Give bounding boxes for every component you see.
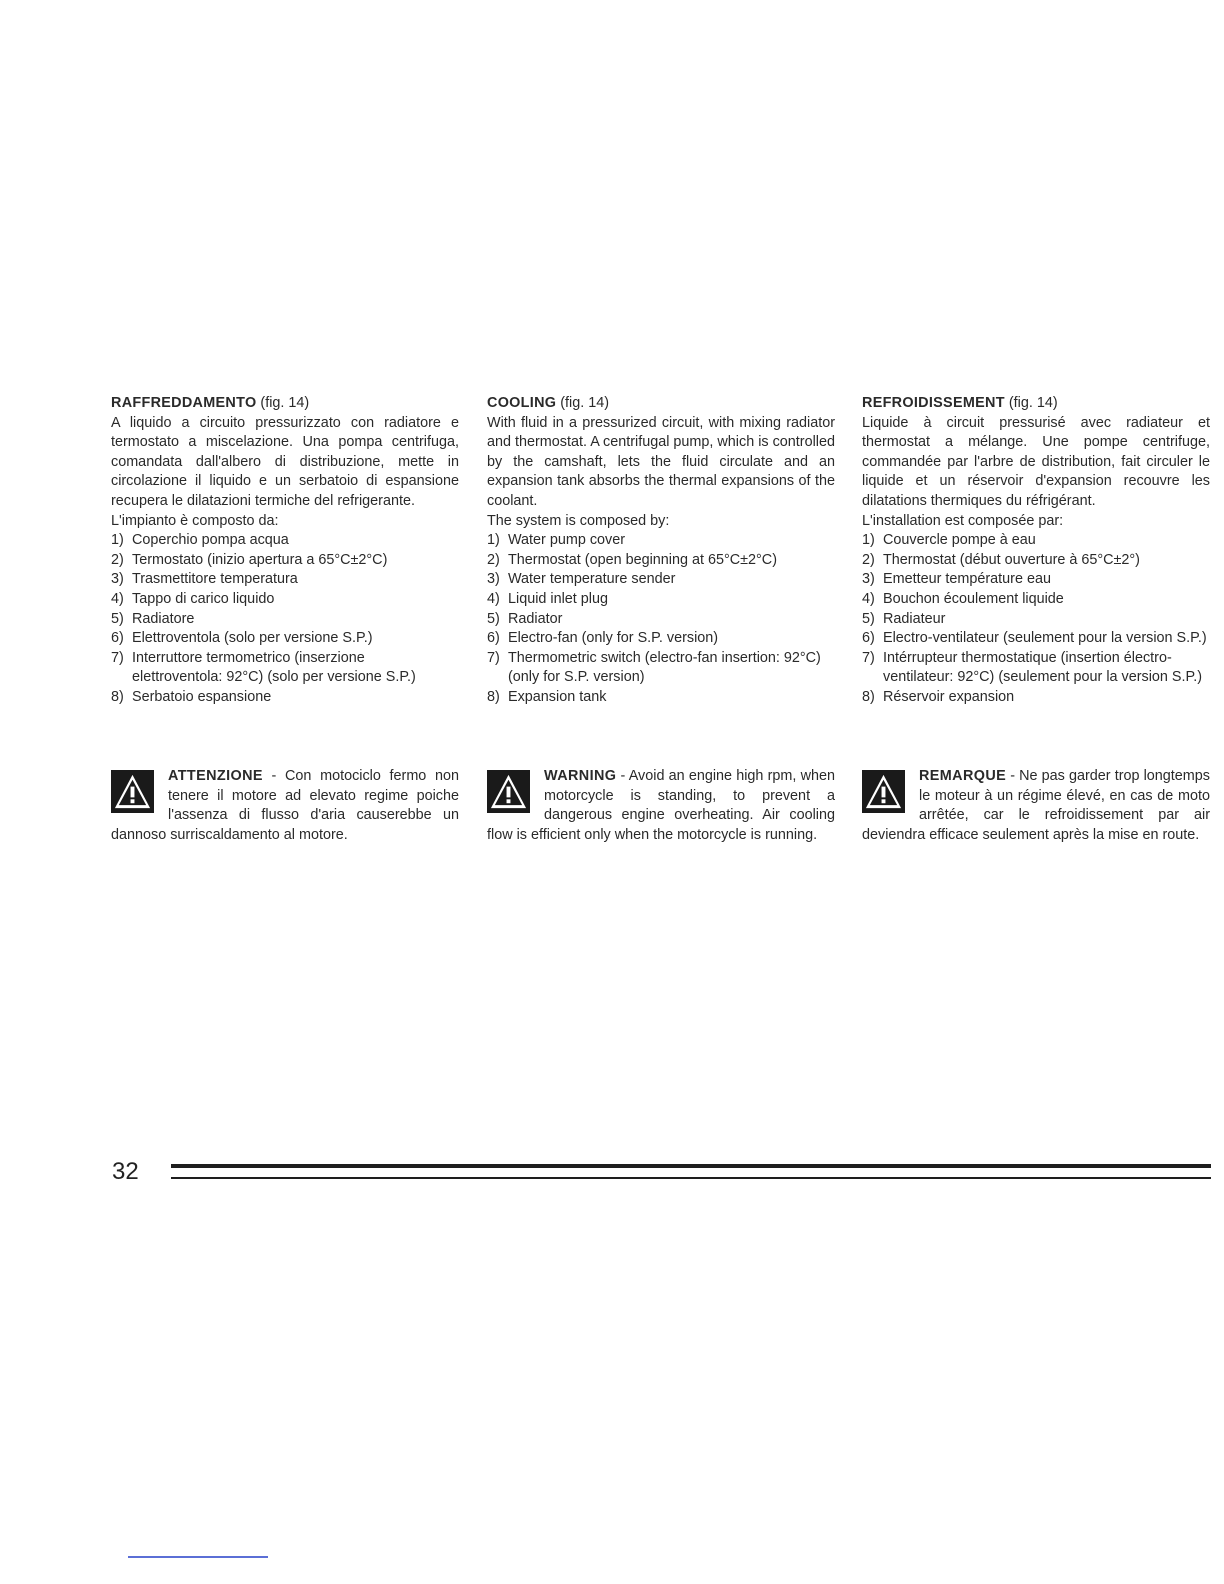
list-item [862, 610, 1210, 630]
french-column [862, 394, 1210, 708]
list-item [862, 688, 1210, 708]
list-item [111, 551, 459, 571]
intro-paragraph: With fluid in a pressurized circuit, with mixing radiator and thermostat. A centrifugal pump, which is controlled by the camshaft, lets the fluid circulate and an expansion tank absorbs the thermal expansions of the coolant. [487, 414, 835, 509]
warning-text: - Ne pas garder trop longtemps le moteur à un régime élevé, en cas de moto arrêtée, car le refroidissement par air deviendra efficace seulement après la mise en route. [862, 768, 1210, 843]
item-number: 4) [111, 590, 124, 607]
item-text: Radiator [508, 610, 563, 627]
warning-triangle-icon [487, 770, 530, 813]
item-number: 1) [862, 532, 875, 549]
section-title: RAFFREDDAMENTO [111, 395, 257, 411]
warning-triangle-icon [862, 770, 905, 813]
composition-label: L'impianto è composto da: [111, 512, 279, 529]
item-number: 3) [111, 571, 124, 588]
list-item [862, 590, 1210, 610]
list-item [862, 629, 1210, 649]
component-list [111, 531, 459, 707]
item-text: Interruttore termometrico (inserzione elettroventola: 92°C) (solo per versione S.P.) [132, 649, 416, 686]
item-text: Expansion tank [508, 688, 607, 705]
item-text: Serbatoio espansione [132, 688, 272, 705]
item-text: Emetteur température eau [883, 571, 1051, 588]
item-number: 4) [862, 590, 875, 607]
list-item [487, 551, 835, 571]
intro-paragraph: Liquide à circuit pressurisé avec radiateur et thermostat a mélange. Une pompe centrifuge, commandée par l'arbre de distribution, fait circuler le liquide et un réservoir d'expansion recouvre les dilatations thermiques du réfrigérant. [862, 414, 1210, 509]
list-item [111, 531, 459, 551]
item-number: 1) [111, 532, 124, 549]
item-text: Liquid inlet plug [508, 590, 609, 607]
warning-text: - Con motociclo fermo non tenere il motore ad elevato regime poiche l'assenza di flusso d'aria causerebbe un dannoso surriscaldamento al motore. [111, 768, 459, 843]
list-item [111, 570, 459, 590]
item-number: 7) [862, 649, 875, 666]
item-text: Radiatore [132, 610, 195, 627]
component-list [862, 531, 1210, 707]
item-number: 7) [487, 649, 500, 666]
list-item [487, 688, 835, 708]
item-text: Couvercle pompe à eau [883, 532, 1036, 549]
list-item [111, 649, 459, 688]
footer-rule-thick [171, 1164, 1211, 1168]
composition-label: L'installation est composée par: [862, 512, 1064, 529]
italian-column [111, 394, 459, 708]
component-list [487, 531, 835, 707]
item-text: Termostato (inizio apertura a 65°C±2°C) [132, 551, 388, 568]
list-item [862, 649, 1210, 688]
list-item [111, 629, 459, 649]
section-title: REFROIDISSEMENT [862, 395, 1005, 411]
french-warning [862, 767, 1210, 845]
warning-title: WARNING [544, 768, 617, 784]
warning-title: ATTENZIONE [168, 768, 263, 784]
list-item [862, 531, 1210, 551]
item-number: 6) [862, 630, 875, 647]
item-text: Tappo di carico liquido [132, 590, 275, 607]
item-text: Water temperature sender [508, 571, 676, 588]
list-item [111, 688, 459, 708]
item-number: 5) [111, 610, 124, 627]
item-text: Electro-fan (only for S.P. version) [508, 630, 719, 647]
item-number: 4) [487, 590, 500, 607]
section-heading [111, 394, 459, 414]
item-text: Trasmettitore temperatura [132, 571, 298, 588]
figure-reference: (fig. 14) [1004, 395, 1058, 411]
item-number: 5) [862, 610, 875, 627]
english-warning [487, 767, 835, 845]
item-text: Intérrupteur thermostatique (insertion électro-ventilateur: 92°C) (seulement pour la version S.P.) [883, 649, 1203, 686]
footer-rule-thin [171, 1177, 1211, 1179]
item-number: 8) [111, 688, 124, 705]
item-number: 6) [487, 630, 500, 647]
figure-reference: (fig. 14) [256, 395, 310, 411]
list-item [487, 649, 835, 688]
item-number: 1) [487, 532, 500, 549]
page-number: 32 [112, 1158, 139, 1185]
list-item [487, 531, 835, 551]
item-text: Bouchon écoulement liquide [883, 590, 1064, 607]
item-number: 3) [862, 571, 875, 588]
bottom-edge-line [128, 1556, 268, 1558]
item-text: Electro-ventilateur (seulement pour la version S.P.) [883, 630, 1207, 647]
list-item [487, 629, 835, 649]
english-column [487, 394, 835, 708]
item-number: 2) [487, 551, 500, 568]
section-heading [487, 394, 835, 414]
item-number: 7) [111, 649, 124, 666]
item-text: Thermostat (début ouverture à 65°C±2°) [883, 551, 1140, 568]
item-number: 3) [487, 571, 500, 588]
section-title: COOLING [487, 395, 557, 411]
list-item [862, 551, 1210, 571]
warning-triangle-icon [111, 770, 154, 813]
item-number: 8) [487, 688, 500, 705]
item-number: 2) [862, 551, 875, 568]
list-item [111, 590, 459, 610]
item-number: 5) [487, 610, 500, 627]
item-text: Coperchio pompa acqua [132, 532, 289, 549]
item-text: Réservoir expansion [883, 688, 1015, 705]
item-text: Radiateur [883, 610, 946, 627]
warning-text: - Avoid an engine high rpm, when motorcycle is standing, to prevent a dangerous engine overheating. Air cooling flow is efficient only when the motorcycle is running. [487, 768, 835, 843]
section-heading [862, 394, 1210, 414]
item-number: 2) [111, 551, 124, 568]
item-text: Water pump cover [508, 532, 626, 549]
list-item [862, 570, 1210, 590]
item-number: 6) [111, 630, 124, 647]
item-text: Thermostat (open beginning at 65°C±2°C) [508, 551, 777, 568]
item-text: Thermometric switch (electro-fan insertion: 92°C) (only for S.P. version) [508, 649, 821, 686]
intro-paragraph: A liquido a circuito pressurizzato con radiatore e termostato a miscelazione. Una pompa centrifuga, comandata dall'albero di distribuzione, mette in circolazione il liquido e un serbatoio di espansione recupera le dilatazioni termiche del refrigerante. [111, 414, 459, 509]
warning-title: REMARQUE [919, 768, 1007, 784]
figure-reference: (fig. 14) [556, 395, 610, 411]
item-number: 8) [862, 688, 875, 705]
list-item [111, 610, 459, 630]
list-item [487, 610, 835, 630]
list-item [487, 570, 835, 590]
italian-warning [111, 767, 459, 845]
composition-label: The system is composed by: [487, 512, 670, 529]
item-text: Elettroventola (solo per versione S.P.) [132, 630, 373, 647]
list-item [487, 590, 835, 610]
